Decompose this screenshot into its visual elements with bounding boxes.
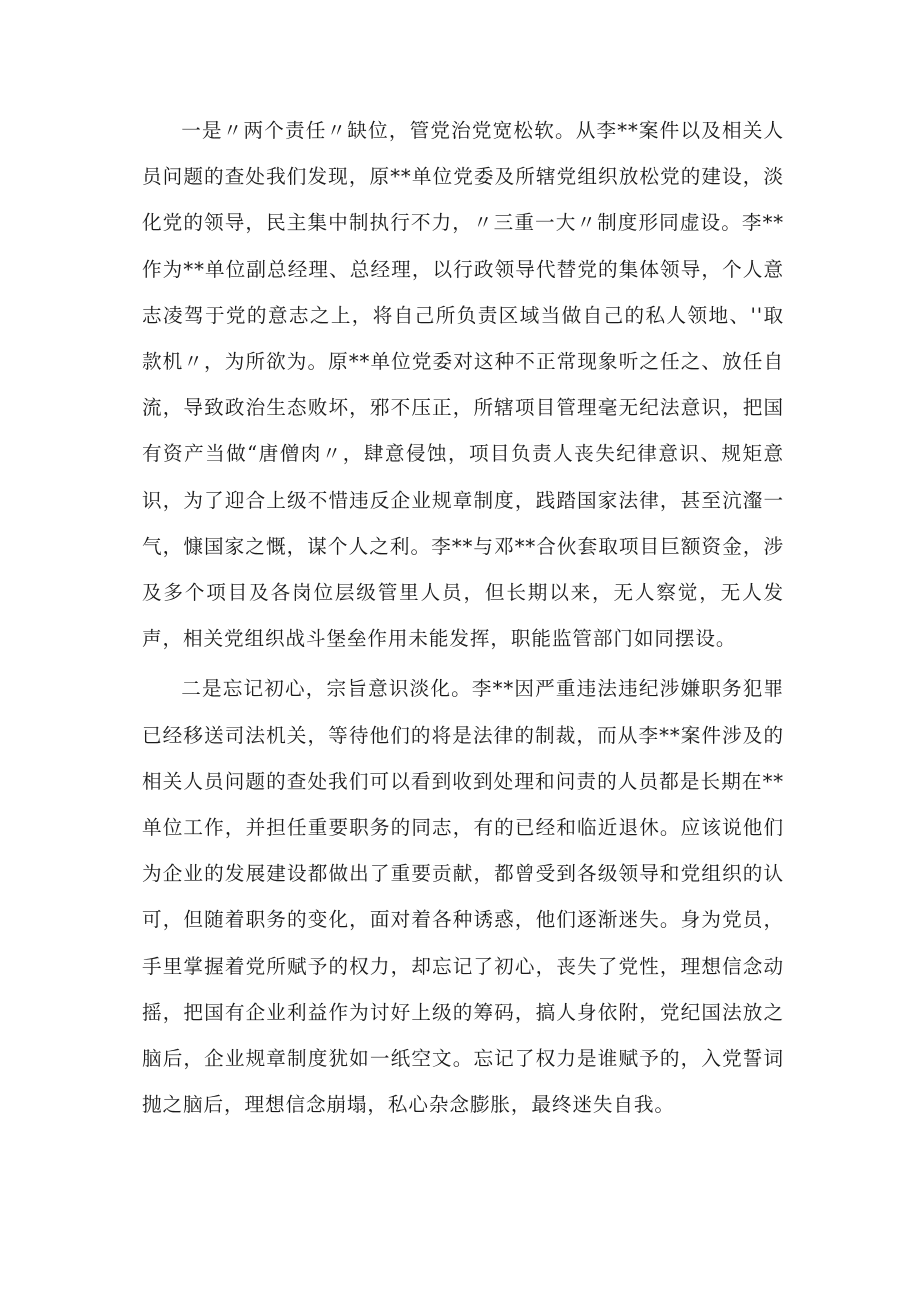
paragraph-responsibility: 一是〃两个责任〃缺位，管党治党宽松软。从李**案件以及相关人员问题的查处我们发现，原**单位党委及所辖党组织放松党的建设，淡化党的领导，民主集中制执行不力，〃三重一大〃制度形同虚设。李**作为**单位副总经理、总经理，以行政领导代替党的集体领导，个人意志凌驾于党的意志之上，将自己所负责区域当做自己的私人领地、''取款机〃，为所欲为。原**单位党委对这种不正常现象听之任之、放任自流，导致政治生态败坏，邪不压正，所辖项目管理毫无纪法意识，把国有资产当做“唐僧肉〃，肆意侵蚀，项目负责人丧失纪律意识、规矩意识，为了迎合上级不惜违反企业规章制度，践踏国家法律，甚至沆瀣一气，慷国家之慨，谋个人之利。李**与邓**合伙套取项目巨额资金，涉及多个项目及各岗位层级管里人员，但长期以来，无人察觉，无人发声，相关党组织战斗堡垒作用未能发挥，职能监管部门如同摆设。 (142, 119, 784, 651)
paragraph-original-aspiration: 二是忘记初心，宗旨意识淡化。李**因严重违法违纪涉嫌职务犯罪已经移送司法机关，等待他们的将是法律的制裁，而从李**案件涉及的相关人员问题的查处我们可以看到收到处理和问责的人员都是长期在**单位工作，并担任重要职务的同志，有的已经和临近退休。应该说他们为企业的发展建设都做出了重要贡献，都曾受到各级领导和党组织的认可，但随着职务的变化，面对着各种诱惑，他们逐渐迷失。身为党员，手里掌握着党所赋予的权力，却忘记了初心，丧失了党性，理想信念动摇，把国有企业利益作为讨好上级的筹码，搞人身依附，党纪国法放之脑后，企业规章制度犹如一纸空文。忘记了权力是谁赋予的，入党誓词抛之脑后，理想信念崩塌，私心杂念膨胀，最终迷失自我。 (142, 677, 784, 1117)
document-page (142, 108, 784, 1128)
